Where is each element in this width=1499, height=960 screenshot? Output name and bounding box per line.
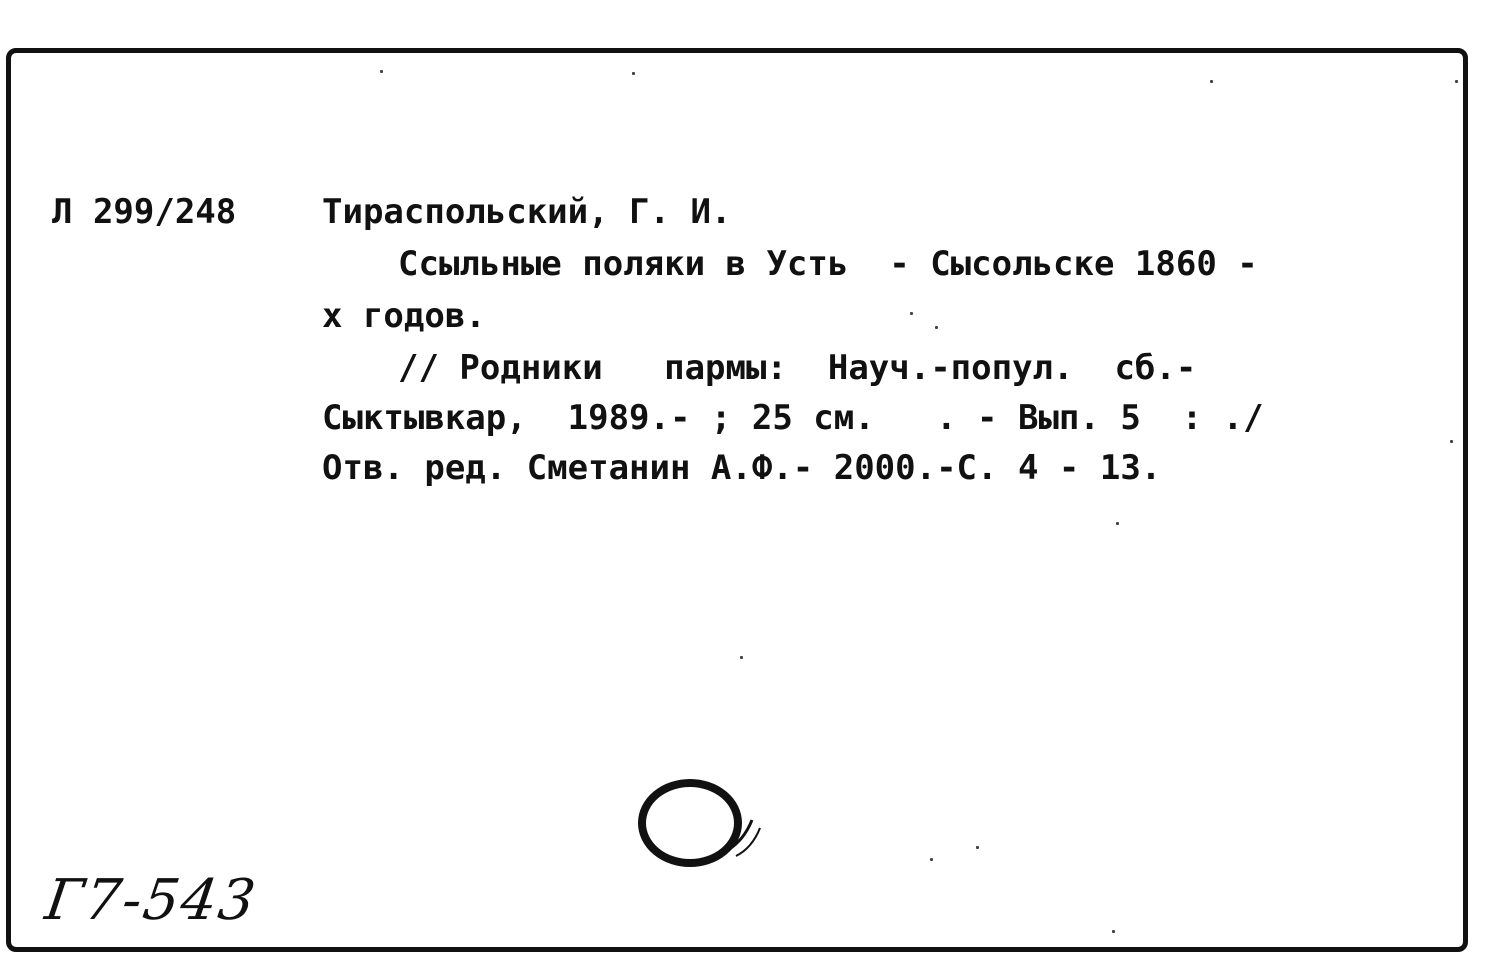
shelf-mark: Л 299/248 xyxy=(52,192,237,232)
circle-stamp-icon xyxy=(636,778,786,878)
author-line: Тираспольский, Г. И. xyxy=(322,192,732,232)
editor-line: Отв. ред. Сметанин А.Ф.- 2000.-С. 4 - 13. xyxy=(322,448,1162,488)
handwritten-number: Г7-543 xyxy=(41,868,262,933)
title-line: Ссыльные поляки в Усть - Сысольске 1860 - xyxy=(398,244,1258,284)
source-line: // Родники пармы: Науч.-попул. сб.- xyxy=(398,348,1197,388)
publication-line: Сыктывкар, 1989.- ; 25 см. . - Вып. 5 : ./ xyxy=(322,398,1264,438)
title-continuation-line: х годов. xyxy=(322,296,486,336)
